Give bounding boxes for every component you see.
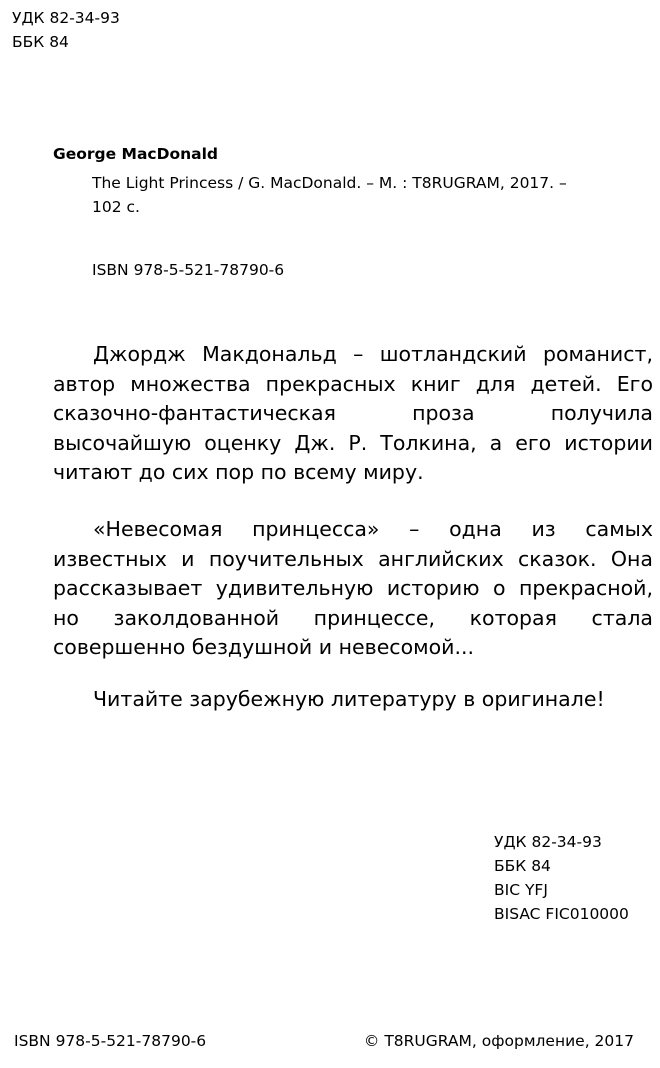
author-name: George MacDonald: [53, 145, 219, 163]
footer-copyright: © T8RUGRAM, оформление, 2017: [363, 1032, 634, 1050]
annotation-paragraph-1: [53, 340, 653, 488]
bisac-code: BISAC FIC010000: [494, 905, 629, 923]
udk-code-right: УДК 82-34-93: [494, 833, 602, 851]
isbn-citation: ISBN 978-5-521-78790-6: [92, 261, 285, 279]
annotation-paragraph-3: [53, 685, 653, 715]
bbk-code: ББК 84: [12, 33, 69, 51]
annotation-text-1: Джордж Макдональд – шотландский романист, автор множества прекрасных книг для детей. Его сказочно-фантастическая проза получила высочайшую оценку Дж. Р. Толкина, а его истории читают до сих пор по всему миру.: [53, 342, 653, 484]
citation-line-1: The Light Princess / G. MacDonald. – M. : T8RUGRAM, 2017. –: [92, 174, 567, 192]
classification-codes: [494, 830, 629, 926]
annotation-text-2: «Невесомая принцесса» – одна из самых известных и поучительных английских сказок. Она рассказывает удивительную историю о прекрасной, но заколдованной принцессе, которая стала совершенно бездушной и невесомой...: [53, 517, 653, 659]
citation-line-2: 102 c.: [92, 198, 140, 216]
annotation-paragraph-2: [53, 515, 653, 663]
footer-isbn: ISBN 978-5-521-78790-6: [14, 1032, 207, 1050]
annotation-text-3: Читайте зарубежную литературу в оригинале!: [93, 687, 605, 711]
bbk-code-right: ББК 84: [494, 857, 551, 875]
bibliographic-citation: [92, 171, 567, 219]
udk-code: УДК 82-34-93: [12, 9, 120, 27]
top-classification-codes: [12, 6, 120, 54]
bic-code: BIC YFJ: [494, 881, 548, 899]
